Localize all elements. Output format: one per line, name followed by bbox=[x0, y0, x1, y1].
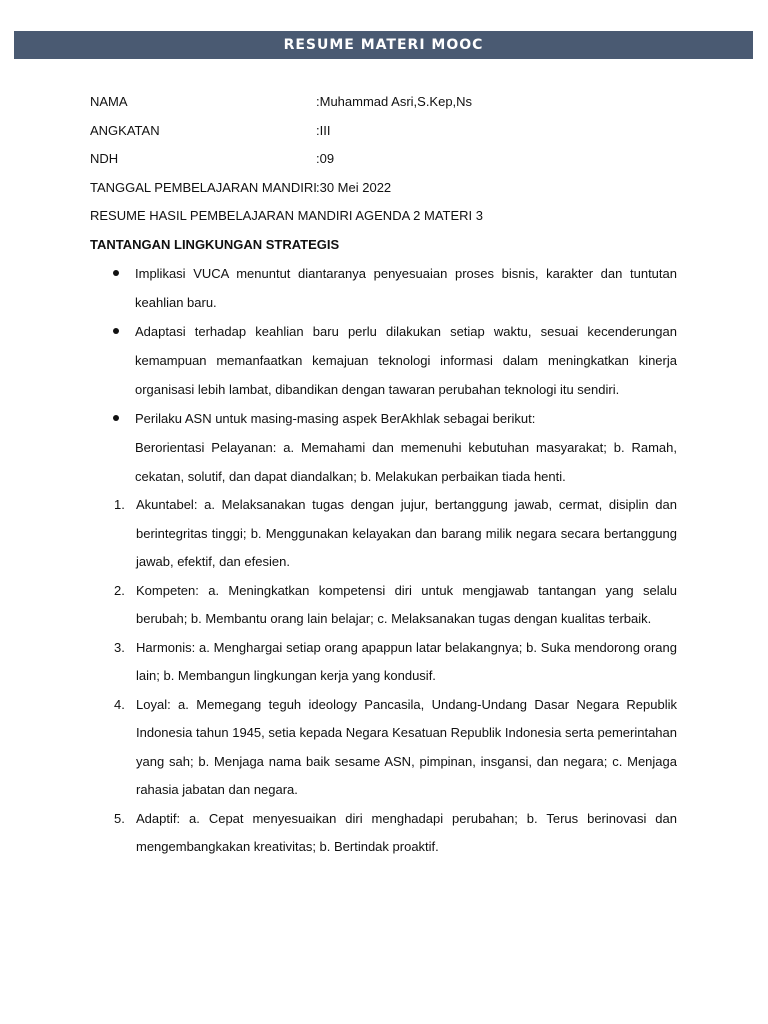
bullet-icon bbox=[113, 328, 119, 334]
bullet-text: Implikasi VUCA menuntut diantaranya penyesuaian proses bisnis, karakter dan tuntutan keahlian baru. bbox=[135, 266, 677, 310]
info-row-angkatan bbox=[90, 117, 677, 146]
document-title-banner bbox=[14, 31, 753, 59]
item-number: 3. bbox=[114, 639, 125, 655]
document-body bbox=[90, 88, 677, 862]
info-label: NDH bbox=[90, 151, 119, 166]
bullet-list bbox=[90, 259, 677, 491]
bullet-item bbox=[90, 404, 677, 491]
bullet-item bbox=[90, 259, 677, 317]
info-row-nama bbox=[90, 88, 677, 117]
numbered-item bbox=[90, 634, 677, 691]
item-number: 4. bbox=[114, 696, 125, 712]
bullet-text: Perilaku ASN untuk masing-masing aspek BerAkhlak sebagai berikut: bbox=[135, 411, 536, 426]
item-text: Kompeten: a. Meningkatkan kompetensi diri untuk mengjawab tantangan yang selalu berubah; b. Membantu orang lain belajar; c. Melaksanakan tugas dengan kualitas terbaik. bbox=[136, 582, 677, 626]
item-text: Adaptif: a. Cepat menyesuaikan diri menghadapi perubahan; b. Terus berinovasi dan mengembangkakan kreativitas; b. Bertindak proaktif. bbox=[136, 810, 677, 854]
info-row-ndh bbox=[90, 145, 677, 174]
info-value: :30 Mei 2022 bbox=[316, 179, 392, 195]
info-label: NAMA bbox=[90, 94, 128, 109]
document-title: RESUME MATERI MOOC bbox=[283, 37, 484, 53]
item-number: 2. bbox=[114, 582, 125, 598]
bullet-icon bbox=[113, 270, 119, 276]
numbered-list bbox=[90, 491, 677, 862]
berorientasi-paragraph: Berorientasi Pelayanan: a. Memahami dan memenuhi kebutuhan masyarakat; b. Ramah, cekatan, solutif, dan dapat diandalkan; b. Melakukan perbaikan tiada henti. bbox=[135, 440, 677, 484]
info-label: TANGGAL PEMBELAJARAN MANDIRI bbox=[90, 179, 317, 195]
item-number: 1. bbox=[114, 497, 125, 512]
item-number: 5. bbox=[114, 810, 125, 826]
info-value: :Muhammad Asri,S.Kep,Ns bbox=[316, 94, 473, 109]
info-row-tanggal bbox=[90, 174, 677, 203]
bullet-item bbox=[90, 317, 677, 404]
item-text: Harmonis: a. Menghargai setiap orang apappun latar belakangnya; b. Suka mendorong orang lain; b. Membangun lingkungan kerja yang kondusif. bbox=[136, 639, 677, 683]
section-heading: TANTANGAN LINGKUNGAN STRATEGIS bbox=[90, 236, 340, 252]
resume-line: RESUME HASIL PEMBELAJARAN MANDIRI AGENDA 2 MATERI 3 bbox=[90, 208, 483, 223]
info-label: ANGKATAN bbox=[90, 122, 160, 138]
numbered-item bbox=[90, 805, 677, 862]
bullet-icon bbox=[113, 415, 119, 421]
info-value: :09 bbox=[316, 151, 335, 166]
info-value: :III bbox=[316, 122, 331, 138]
item-text: Akuntabel: a. Melaksanakan tugas dengan jujur, bertanggung jawab, cermat, disiplin dan berintegritas tinggi; b. Menggunakan kelayakan dan barang milik negara secara bertanggung jawab, efektif, dan efesien. bbox=[136, 497, 677, 569]
bullet-text: Adaptasi terhadap keahlian baru perlu dilakukan setiap waktu, sesuai kecenderungan kemampuan memanfaatkan kemajuan teknologi informasi dalam meningkatkan kinerja organisasi lebih lambat, dibandikan dengan tawaran perubahan teknologi itu sendiri. bbox=[135, 324, 677, 397]
numbered-item bbox=[90, 577, 677, 634]
numbered-item bbox=[90, 691, 677, 805]
item-text: Loyal: a. Memegang teguh ideology Pancasila, Undang-Undang Dasar Negara Republik Indonesia tahun 1945, setia kepada Negara Kesatuan Republik Indonesia serta pemerintahan yang sah; b. Menjaga nama baik sesame ASN, pimpinan, insgansi, dan negara; c. Menjaga rahasia jabatan dan negara. bbox=[136, 696, 677, 797]
numbered-item bbox=[90, 491, 677, 577]
